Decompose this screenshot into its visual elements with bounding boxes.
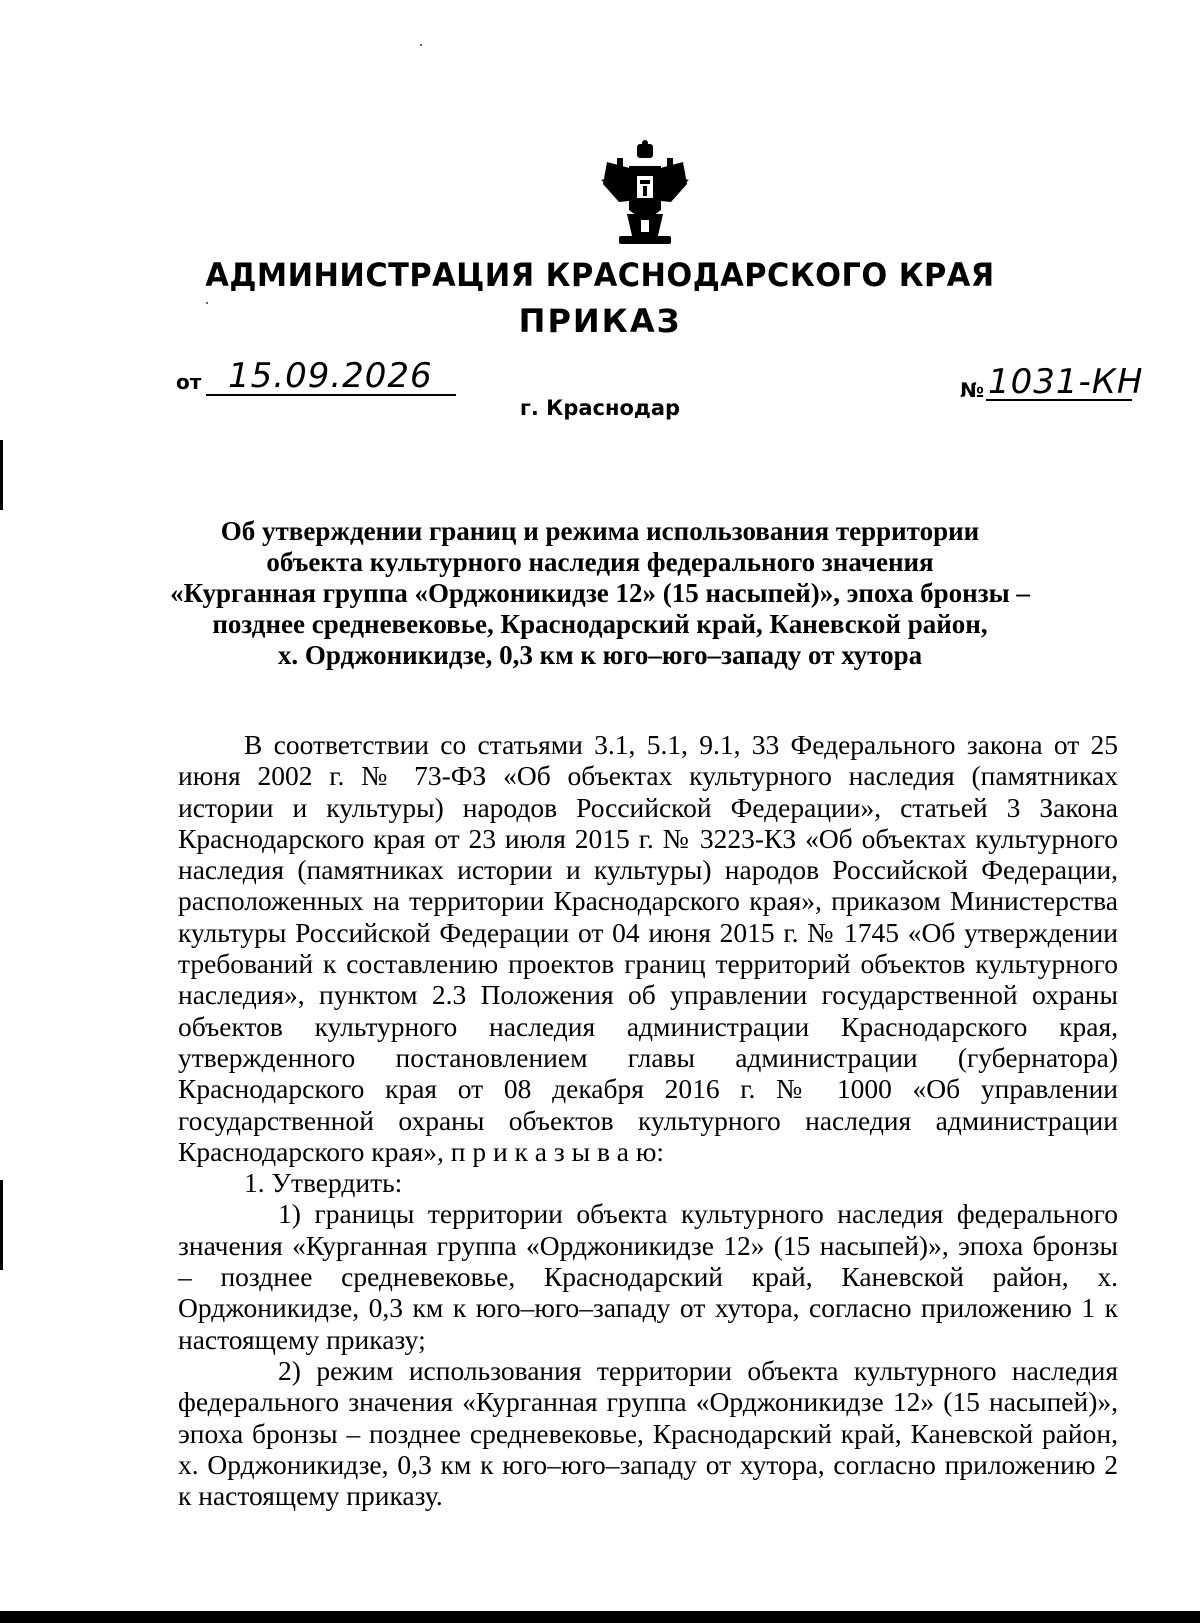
scan-edge-mark	[0, 440, 3, 510]
title-line: Об утверждении границ и режима использования территории	[220, 516, 980, 546]
document-body	[178, 729, 1118, 1511]
scan-bottom-border	[0, 1611, 1200, 1623]
document-type: ПРИКАЗ	[518, 302, 682, 340]
title-line: х. Орджоникидзе, 0,3 км к юго–юго–западу от хутора	[277, 640, 923, 670]
title-line: объекта культурного наследия федерального значения	[266, 547, 934, 577]
scan-speck	[420, 44, 422, 46]
coat-of-arms-icon	[597, 140, 693, 250]
scan-edge-mark	[0, 1180, 3, 1270]
document-title	[140, 516, 1060, 671]
title-line: позднее средневековье, Краснодарский край, Каневской район,	[212, 609, 988, 639]
organization-name: АДМИНИСТРАЦИЯ КРАСНОДАРСКОГО КРАЯ	[205, 256, 995, 294]
order-item-1-2: 2) режим использования территории объекта культурного наследия федерального значения «Курганная группа «Орджоникидзе 12» (15 насыпей)», эпоха бронзы – позднее средневековье, Краснодарский край, Каневской район, х. Орджоникидзе, 0,3 км к юго–юго–западу от хутора, согласно приложению 2 к настоящему приказу.	[178, 1354, 1118, 1512]
order-item-1-1: 1) границы территории объекта культурного наследия федерального значения «Курганная группа «Орджоникидзе 12» (15 насыпей)», эпоха бронзы – позднее средневековье, Краснодарский край, Каневской район, х. Орджоникидзе, 0,3 км к юго–юго–западу от хутора, согласно приложению 1 к настоящему приказу;	[178, 1198, 1118, 1355]
number-label: №	[960, 378, 985, 402]
title-line: «Курганная группа «Орджоникидзе 12» (15 насыпей)», эпоха бронзы –	[170, 578, 1030, 608]
date-value: 15.09.2026	[228, 356, 433, 396]
document-number: 1031-КН	[988, 362, 1144, 402]
city-name: г. Краснодар	[519, 396, 681, 420]
date-label: от	[176, 370, 202, 394]
order-item-1: 1. Утвердить:	[244, 1167, 403, 1199]
preamble-paragraph: В соответствии со статьями 3.1, 5.1, 9.1, 33 Федерального закона от 25 июня 2002 г. № 73-ФЗ «Об объектах культурного наследия (памятниках истории и культуры) народов Российской Федерации», статьей 3 Закона Краснодарского края от 23 июля 2015 г. № 3223-КЗ «Об объектах культурного наследия (памятниках истории и культуры) народов Российской Федерации, расположенных на территории Краснодарского края», приказом Министерства культуры Российской Федерации от 04 июня 2015 г. № 1745 «Об утверждении требований к составлению проектов границ территорий объектов культурного наследия», пунктом 2.3 Положения об управлении государственной охраны объектов культурного наследия администрации Краснодарского края, утвержденного постановлением главы администрации (губернатора) Краснодарского края от 08 декабря 2016 г. № 1000 «Об управлении государственной охраны объектов культурного наследия администрации Краснодарского края», п р и к а з ы в а ю:	[178, 729, 1118, 1167]
